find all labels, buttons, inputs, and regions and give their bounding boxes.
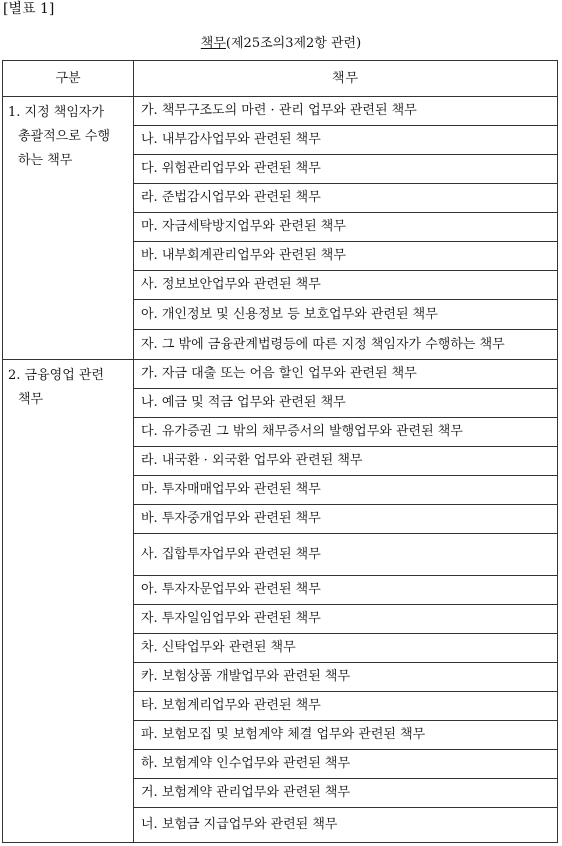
header-duty: 책무 bbox=[134, 61, 558, 97]
title-main: 책무 bbox=[200, 36, 226, 51]
duty-item: 라. 내국환 · 외국환 업무와 관련된 책무 bbox=[134, 447, 558, 476]
duty-item: 바. 내부회계관리업무와 관련된 책무 bbox=[134, 242, 558, 271]
duty-item: 타. 보험계리업무와 관련된 책무 bbox=[134, 692, 558, 721]
category-line: 2. 금융영업 관련 bbox=[8, 368, 105, 383]
duty-item: 나. 예금 및 적금 업무와 관련된 책무 bbox=[134, 389, 558, 418]
duty-item: 너. 보험금 지급업무와 관련된 책무 bbox=[134, 808, 558, 843]
duty-item: 자. 그 밖에 금융관계법령등에 따른 지정 책임자가 수행하는 책무 bbox=[134, 330, 558, 360]
duty-item: 카. 보험상품 개발업무와 관련된 책무 bbox=[134, 663, 558, 692]
title-subtitle: (제25조의3제2항 관련) bbox=[225, 36, 362, 51]
duty-item: 가. 책무구조도의 마련 · 관리 업무와 관련된 책무 bbox=[134, 97, 558, 126]
duty-item: 다. 위험관리업무와 관련된 책무 bbox=[134, 155, 558, 184]
category-cell bbox=[3, 360, 134, 843]
duty-item: 가. 자금 대출 또는 어음 할인 업무와 관련된 책무 bbox=[134, 360, 558, 389]
category-line: 하는 책무 bbox=[18, 153, 73, 168]
table-row bbox=[3, 97, 558, 126]
duty-item: 바. 투자중개업무와 관련된 책무 bbox=[134, 505, 558, 534]
category-cell bbox=[3, 97, 134, 360]
duty-item: 마. 투자매매업무와 관련된 책무 bbox=[134, 476, 558, 505]
duty-item: 아. 투자자문업무와 관련된 책무 bbox=[134, 576, 558, 605]
duty-item: 사. 집합투자업무와 관련된 책무 bbox=[134, 534, 558, 576]
duty-item: 마. 자금세탁방지업무와 관련된 책무 bbox=[134, 213, 558, 242]
duty-item: 하. 보험계약 인수업무와 관련된 책무 bbox=[134, 750, 558, 779]
annex-label: [별표 1] bbox=[3, 1, 55, 17]
document-title bbox=[0, 35, 562, 52]
duty-item: 차. 신탁업무와 관련된 책무 bbox=[134, 634, 558, 663]
table-row bbox=[3, 360, 558, 389]
category-line: 책무 bbox=[18, 392, 44, 407]
duty-table bbox=[2, 60, 558, 843]
header-category: 구분 bbox=[3, 61, 134, 97]
duty-item: 다. 유가증권 그 밖의 채무증서의 발행업무와 관련된 책무 bbox=[134, 418, 558, 447]
duty-table-body bbox=[3, 97, 558, 843]
category-line: 총괄적으로 수행 bbox=[18, 129, 111, 144]
duty-item: 라. 준법감시업무와 관련된 책무 bbox=[134, 184, 558, 213]
table-header-row bbox=[3, 61, 558, 97]
category-line: 1. 지정 책임자가 bbox=[8, 105, 105, 120]
duty-item: 자. 투자일임업무와 관련된 책무 bbox=[134, 605, 558, 634]
duty-item: 아. 개인정보 및 신용정보 등 보호업무와 관련된 책무 bbox=[134, 300, 558, 330]
duty-item: 파. 보험모집 및 보험계약 체결 업무와 관련된 책무 bbox=[134, 721, 558, 750]
duty-item: 거. 보험계약 관리업무와 관련된 책무 bbox=[134, 779, 558, 808]
duty-item: 사. 정보보안업무와 관련된 책무 bbox=[134, 271, 558, 300]
duty-item: 나. 내부감사업무와 관련된 책무 bbox=[134, 126, 558, 155]
